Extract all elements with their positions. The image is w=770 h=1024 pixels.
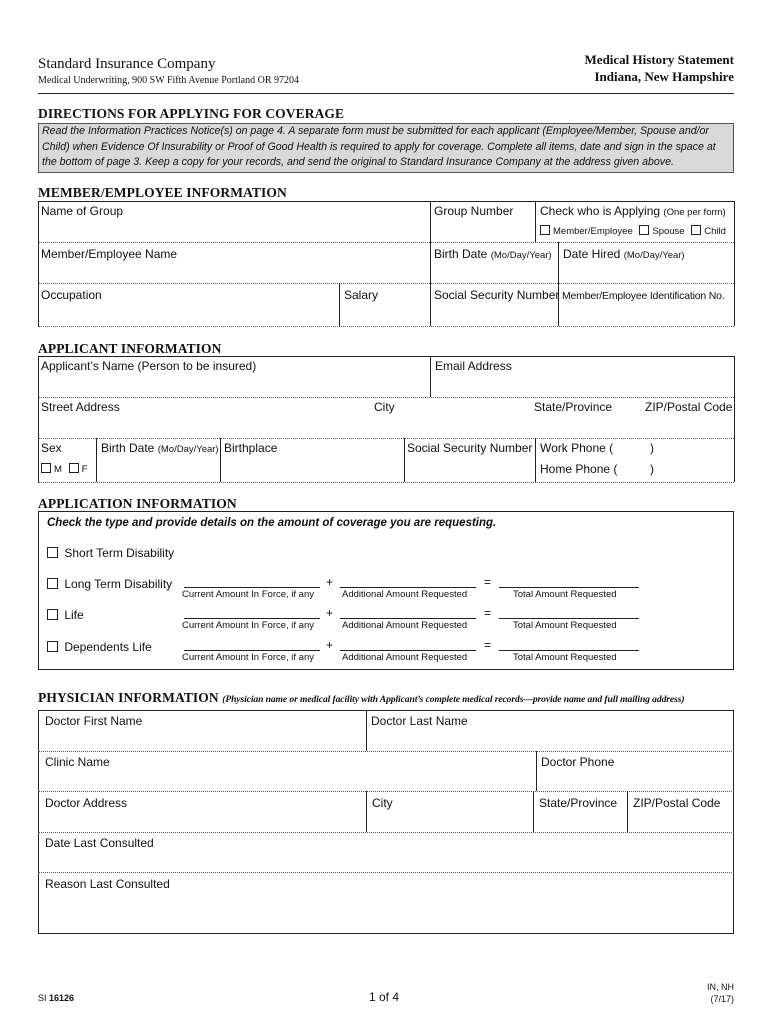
ltd-additional-caption: Additional Amount Requested — [342, 589, 468, 600]
doctor-first-name-field[interactable] — [39, 729, 365, 750]
member-ssn-field[interactable] — [431, 303, 557, 325]
sex-m-checkbox[interactable]: M — [41, 464, 62, 475]
std-option[interactable]: Short Term Disability — [47, 546, 174, 560]
application-section-title: APPLICATION INFORMATION — [38, 496, 237, 511]
birth-date-label: Birth Date (Mo/Day/Year) — [434, 247, 552, 261]
street-address-field[interactable] — [39, 415, 369, 437]
dep-life-checkbox[interactable] — [47, 641, 58, 652]
doctor-zip-field[interactable] — [628, 811, 733, 831]
doctor-phone-label: Doctor Phone — [541, 755, 615, 769]
dep-life-current-caption: Current Amount In Force, if any — [182, 652, 315, 663]
work-phone-close: ) — [650, 441, 654, 455]
applicant-name-label: Applicant’s Name (Person to be insured) — [41, 359, 257, 373]
applicant-birth-date-field[interactable] — [97, 456, 219, 481]
form-states: Indiana, New Hampshire — [594, 69, 734, 84]
applicant-state-label: State/Province — [534, 400, 613, 414]
ltd-total-caption: Total Amount Requested — [513, 589, 617, 600]
doctor-state-field[interactable] — [534, 811, 626, 831]
doctor-last-name-field[interactable] — [367, 729, 733, 750]
reason-last-consulted-label: Reason Last Consulted — [45, 877, 170, 891]
ltd-additional-field[interactable] — [340, 587, 476, 588]
ltd-total-field[interactable] — [499, 587, 639, 588]
reason-last-consulted-field[interactable] — [39, 892, 733, 932]
member-id-field[interactable] — [559, 303, 733, 325]
applying-options — [540, 225, 726, 239]
doctor-city-field[interactable] — [367, 811, 532, 831]
group-number-label: Group Number — [434, 204, 514, 218]
member-name-field[interactable] — [39, 262, 429, 282]
ltd-current-caption: Current Amount In Force, if any — [182, 589, 315, 600]
doctor-city-label: City — [372, 796, 393, 810]
email-field[interactable] — [431, 374, 733, 396]
home-phone-label: Home Phone ( — [540, 462, 618, 476]
applicant-name-field[interactable] — [39, 374, 429, 396]
doctor-zip-label: ZIP/Postal Code — [633, 796, 721, 810]
ltd-option[interactable]: Long Term Disability — [47, 577, 172, 591]
birthplace-label: Birthplace — [224, 441, 278, 455]
date-hired-field[interactable] — [559, 262, 733, 282]
doctor-address-label: Doctor Address — [45, 796, 128, 810]
doctor-first-name-label: Doctor First Name — [45, 714, 143, 728]
form-title: Medical History Statement — [584, 52, 734, 67]
date-last-consulted-field[interactable] — [39, 851, 733, 871]
dep-life-total-field[interactable] — [499, 650, 639, 651]
date-last-consulted-label: Date Last Consulted — [45, 836, 154, 850]
doctor-last-name-label: Doctor Last Name — [371, 714, 468, 728]
name-of-group-field[interactable] — [39, 219, 429, 241]
dep-life-option[interactable]: Dependents Life — [47, 640, 152, 654]
sex-options — [41, 463, 87, 477]
email-label: Email Address — [435, 359, 512, 373]
home-phone-field[interactable] — [660, 461, 733, 480]
std-checkbox[interactable] — [47, 547, 58, 558]
doctor-address-field[interactable] — [39, 811, 365, 831]
page-number: 1 of 4 — [369, 990, 400, 1004]
application-instruction: Check the type and provide details on the amount of coverage you are requesting. — [47, 517, 497, 529]
footer-states: IN, NH — [707, 982, 734, 992]
applicant-birth-date-label: Birth Date (Mo/Day/Year) — [101, 441, 219, 455]
sex-f-checkbox[interactable]: F — [69, 464, 88, 475]
member-id-label: Member/Employee Identification No. — [562, 290, 725, 302]
life-total-caption: Total Amount Requested — [513, 620, 617, 631]
birthplace-field[interactable] — [221, 456, 403, 481]
home-phone-close: ) — [650, 462, 654, 476]
member-birth-date-field[interactable] — [431, 262, 557, 282]
directions-text: Read the Information Practices Notice(s) on page 4. A separate form must be submitted for each applicant (Employee/Member, Spouse and/or Child) when Evidence Of Insurability or Proof of Good Health is required to apply for coverage. Complete all items, date and sign in the space at the bottom of page 3. Keep a copy for your records, and send the original to Standard Insurance Company at the address given above. — [42, 125, 716, 168]
occupation-field[interactable] — [39, 303, 338, 325]
member-section-title: MEMBER/EMPLOYEE INFORMATION — [38, 185, 287, 200]
dep-life-current-field[interactable] — [184, 650, 320, 651]
applicant-city-label: City — [374, 400, 395, 414]
member-name-label: Member/Employee Name — [41, 247, 178, 261]
group-number-field[interactable] — [431, 219, 534, 241]
salary-label: Salary — [344, 288, 379, 302]
life-checkbox[interactable] — [47, 609, 58, 620]
spouse-checkbox[interactable]: Spouse — [639, 226, 684, 237]
dep-life-additional-field[interactable] — [340, 650, 476, 651]
member-employee-checkbox[interactable]: Member/Employee — [540, 226, 633, 237]
clinic-name-field[interactable] — [39, 770, 535, 790]
salary-field[interactable] — [340, 303, 429, 325]
life-option[interactable]: Life — [47, 608, 84, 622]
applicant-ssn-field[interactable] — [405, 456, 534, 481]
ltd-current-field[interactable] — [184, 587, 320, 588]
life-current-caption: Current Amount In Force, if any — [182, 620, 315, 631]
dep-life-additional-caption: Additional Amount Requested — [342, 652, 468, 663]
street-address-label: Street Address — [41, 400, 120, 414]
name-of-group-label: Name of Group — [41, 204, 124, 218]
life-additional-field[interactable] — [340, 618, 476, 619]
life-current-field[interactable] — [184, 618, 320, 619]
header-rule — [38, 93, 734, 94]
date-hired-label: Date Hired (Mo/Day/Year) — [563, 247, 685, 261]
applicant-ssn-label: Social Security Number — [407, 441, 533, 455]
work-phone-label: Work Phone ( — [540, 441, 614, 455]
dep-life-total-caption: Total Amount Requested — [513, 652, 617, 663]
applicant-zip-label: ZIP/Postal Code — [645, 400, 733, 414]
applicant-zip-field[interactable] — [643, 415, 733, 437]
company-name: Standard Insurance Company — [38, 56, 216, 72]
applicant-section-title: APPLICANT INFORMATION — [38, 341, 222, 356]
check-who-label: Check who is Applying (One per form) — [540, 204, 726, 218]
life-additional-caption: Additional Amount Requested — [342, 620, 468, 631]
child-checkbox[interactable]: Child — [691, 226, 726, 237]
physician-section-title: PHYSICIAN INFORMATION (Physician name or medical facility with Applicant’s complete medical records—provide name and full mailing address) — [38, 690, 685, 705]
form-number: SI 16126 — [38, 993, 75, 1003]
sex-label: Sex — [41, 441, 62, 455]
footer-date: (7/17) — [710, 994, 734, 1004]
applicant-state-field[interactable] — [532, 415, 642, 437]
applicant-city-field[interactable] — [372, 415, 530, 437]
life-total-field[interactable] — [499, 618, 639, 619]
clinic-name-label: Clinic Name — [45, 755, 110, 769]
ltd-checkbox[interactable] — [47, 578, 58, 589]
occupation-label: Occupation — [41, 288, 102, 302]
member-ssn-label: Social Security Number — [434, 288, 560, 302]
company-address: Medical Underwriting, 900 SW Fifth Avenue Portland OR 97204 — [38, 75, 299, 86]
directions-title: DIRECTIONS FOR APPLYING FOR COVERAGE — [38, 106, 345, 121]
work-phone-field[interactable] — [660, 440, 733, 458]
doctor-state-label: State/Province — [539, 796, 618, 810]
doctor-phone-field[interactable] — [537, 770, 733, 790]
